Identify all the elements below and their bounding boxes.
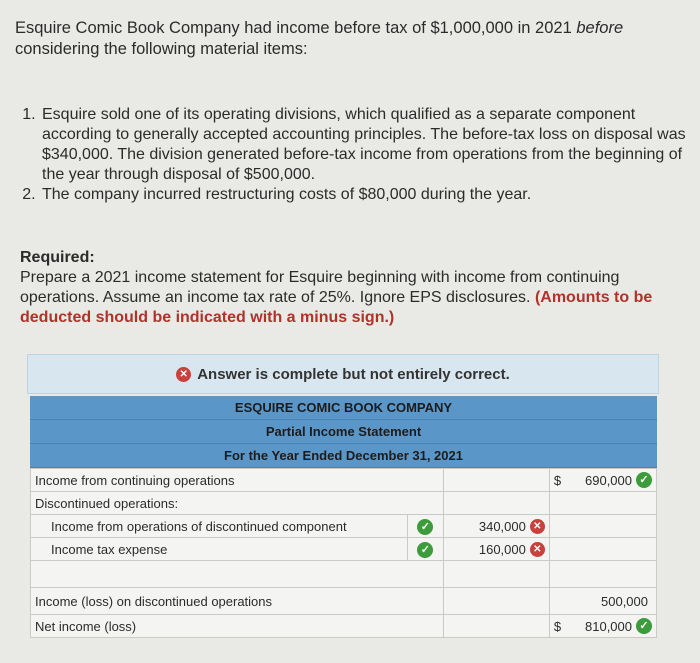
answer-status-text: Answer is complete but not entirely correct.: [197, 365, 510, 383]
income-tax-label[interactable]: Income tax expense: [31, 538, 408, 561]
x-icon: ✕: [530, 542, 545, 557]
disc-ops-total-value: 500,000: [601, 593, 648, 609]
disc-ops-income-label[interactable]: Income from operations of discontinued component: [31, 515, 408, 538]
dollar-sign: $: [553, 618, 562, 634]
required-note: (Amounts to be deducted should be indicated with a minus sign.): [20, 289, 653, 326]
blank-mid-cell[interactable]: [443, 561, 549, 588]
income-tax-amount-cell[interactable]: [443, 538, 549, 561]
answer-status-banner: [27, 354, 659, 394]
net-income-label[interactable]: Net income (loss): [31, 615, 444, 638]
net-income-value: 810,000: [585, 618, 632, 634]
dollar-sign: $: [553, 472, 562, 488]
continuing-ops-label[interactable]: Income from continuing operations: [31, 469, 444, 492]
check-icon: ✓: [636, 472, 652, 488]
net-income-mid-cell[interactable]: [443, 615, 549, 638]
check-icon: ✓: [417, 519, 433, 535]
list-item: 1. Esquire sold one of its operating divisions, which qualified as a separate component according to generally accepted accounting principles. The before-tax loss on disposal was $340,000. The division generated before-tax income from operations from the beginning of the year through disposal of $500,000.: [40, 105, 700, 185]
disc-ops-total-label[interactable]: Income (loss) on discontinued operations: [31, 588, 444, 615]
intro-text-after: considering the following material items:: [15, 40, 308, 58]
statement-period: For the Year Ended December 31, 2021: [30, 444, 657, 468]
continuing-ops-amount-cell[interactable]: [549, 469, 656, 492]
table-row: [31, 561, 657, 588]
disc-ops-total-mid-cell[interactable]: [443, 588, 549, 615]
discontinued-mid-cell[interactable]: [443, 492, 549, 515]
table-row: [31, 469, 657, 492]
disc-ops-total-amount-cell[interactable]: [549, 588, 656, 615]
statement-header: [30, 396, 657, 468]
income-statement: [30, 396, 657, 638]
table-row: [31, 615, 657, 638]
check-icon: ✓: [417, 542, 433, 558]
table-row: [31, 515, 657, 538]
x-icon: ✕: [530, 519, 545, 534]
list-item: 2. The company incurred restructuring costs of $80,000 during the year.: [40, 185, 700, 205]
disc-ops-income-amount-cell[interactable]: [443, 515, 549, 538]
continuing-ops-value: 690,000: [585, 472, 632, 488]
required-text: Prepare a 2021 income statement for Esquire beginning with income from continuing operations. Assume an income tax rate of 25%. Ignore EPS disclosures.: [20, 269, 620, 306]
disc-ops-income-right-cell[interactable]: [549, 515, 656, 538]
statement-table: [30, 468, 657, 638]
blank-right-cell[interactable]: [549, 561, 656, 588]
intro-italic: before: [576, 19, 624, 37]
required-section: [20, 248, 685, 328]
problem-intro: [15, 18, 675, 60]
income-tax-value: 160,000: [478, 541, 526, 557]
income-tax-right-cell[interactable]: [549, 538, 656, 561]
continuing-ops-mid-cell[interactable]: [443, 469, 549, 492]
intro-text-before: Esquire Comic Book Company had income before tax of $1,000,000 in 2021: [15, 19, 577, 37]
discontinued-ops-label[interactable]: Discontinued operations:: [31, 492, 444, 515]
required-title: Required:: [20, 249, 95, 266]
table-row: [31, 588, 657, 615]
disc-ops-income-status: [407, 515, 443, 538]
table-row: [31, 538, 657, 561]
disc-ops-income-value: 340,000: [478, 518, 526, 534]
discontinued-right-cell[interactable]: [549, 492, 656, 515]
material-items-list: [18, 105, 700, 205]
blank-label-cell[interactable]: [31, 561, 444, 588]
x-icon: ✕: [176, 367, 191, 382]
income-tax-status: [407, 538, 443, 561]
check-icon: ✓: [636, 618, 652, 634]
table-row: [31, 492, 657, 515]
statement-title: Partial Income Statement: [30, 420, 657, 444]
net-income-amount-cell[interactable]: [549, 615, 656, 638]
company-name: ESQUIRE COMIC BOOK COMPANY: [30, 396, 657, 420]
